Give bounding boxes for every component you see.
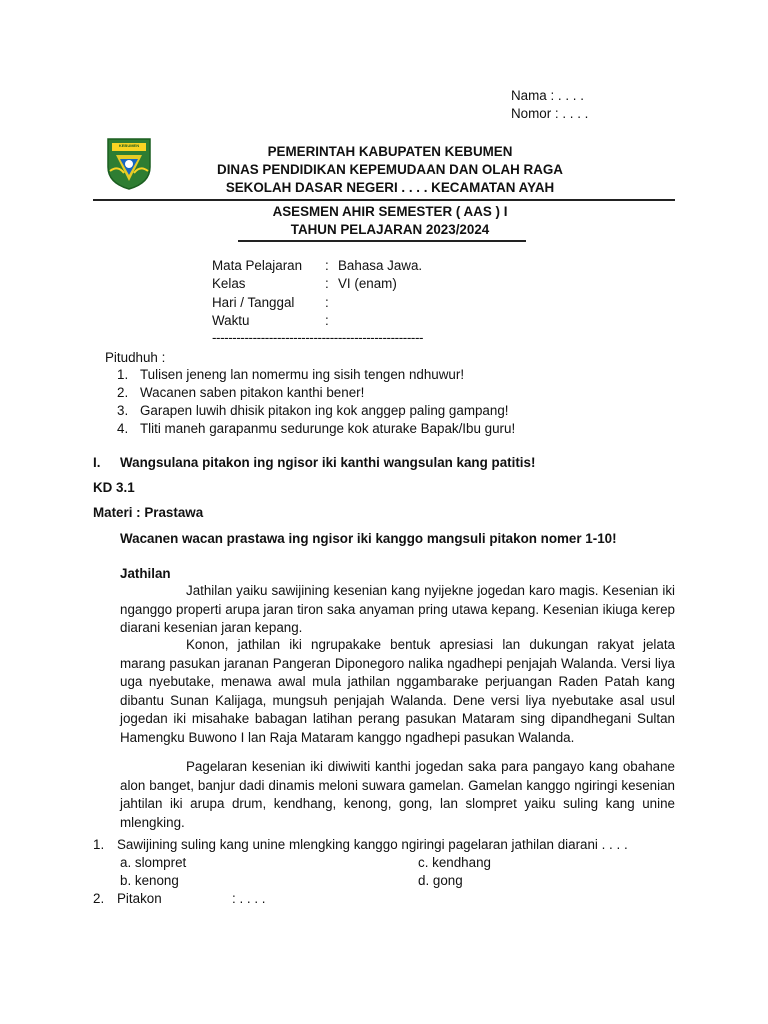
- question-text: Sawijining suling kang unine mlengking kanggo ngiringi pagelaran jathilan diarani . . . .: [117, 837, 628, 852]
- instructions-title: Pitudhuh :: [105, 350, 166, 365]
- exam-title-underline: [238, 240, 526, 242]
- info-subject-label: Mata Pelajaran: [212, 258, 303, 273]
- question-option: d. gong: [418, 873, 463, 888]
- question-number: 2.: [93, 891, 105, 906]
- section-number: I.: [93, 455, 101, 470]
- reading-paragraph: Jathilan yaiku sawijining kesenian kang nyijekne jogedan karo magis. Kesenian iki nganggo properti arupa jaran tiron saka anyaman pring utawa kepang. Kesenian ikiuga kerep diarani kesenian jaran kepang.: [120, 583, 675, 636]
- header-government: PEMERINTAH KABUPATEN KEBUMEN: [267, 144, 513, 159]
- info-class-label: Kelas: [212, 276, 246, 291]
- question-option: b. kenong: [120, 873, 179, 888]
- kd-label: KD 3.1: [93, 480, 135, 495]
- info-date-sep: :: [325, 295, 329, 310]
- section-heading: Wangsulana pitakon ing ngisor iki kanthi wangsulan kang patitis!: [120, 455, 536, 470]
- header-school: SEKOLAH DASAR NEGERI . . . . KECAMATAN AYAH: [225, 180, 555, 195]
- reading-paragraph: Konon, jathilan iki ngrupakake bentuk apresiasi lan dukungan rakyat jelata marang pasukan jaranan Pangeran Diponegoro nalika ngadhepi penjajah Walanda. Versi liya uga nyebutake, menawa awal mula jathilan nggambarake perjuangan Raden Patah kang dibantu Sunan Kalijaga, mungsuh penjajah Walanda. Dene versi liya nyebutake asal usul jogedan iki misahake babagan latihan perang pasukan Mataram sing dipandhegani Sultan Hamengku Buwono I lan Raja Mataram kanggo ngadhepi pasukan Walanda.: [120, 637, 675, 745]
- reading-paragraph: Pagelaran kesenian iki diwiwiti kanthi jogedan saka para pangayo kang obahane alon banget, banjur dadi dinamis meloni suwara gamelan. Gamelan kanggo ngiringi kesenian jahtilan iki arupa drum, kendhang, kenong, gong, lan slompret yaiku suling kang unine mlengking.: [120, 759, 675, 830]
- info-time-sep: :: [325, 313, 329, 328]
- instruction-number: 4.: [117, 421, 129, 436]
- instruction-item: Tliti maneh garapanmu sedurunge kok aturake Bapak/Ibu guru!: [140, 421, 516, 436]
- info-class-sep: :: [325, 276, 329, 291]
- header-department: DINAS PENDIDIKAN KEPEMUDAAN DAN OLAH RAGA: [217, 162, 563, 177]
- info-class-value: VI (enam): [338, 276, 397, 291]
- instruction-item: Garapen luwih dhisik pitakon ing kok anggep paling gampang!: [140, 403, 509, 418]
- instruction-item: Wacanen saben pitakon kanthi bener!: [140, 385, 365, 400]
- info-time-label: Waktu: [212, 313, 250, 328]
- info-date-label: Hari / Tanggal: [212, 295, 295, 310]
- reading-instruction: Wacanen wacan prastawa ing ngisor iki kanggo mangsuli pitakon nomer 1-10!: [120, 531, 617, 546]
- reading-title: Jathilan: [120, 566, 171, 581]
- question-number: 1.: [93, 837, 105, 852]
- logo-lettering: KEBUMEN: [118, 143, 140, 148]
- instruction-item: Tulisen jeneng lan nomermu ing sisih tengen ndhuwur!: [140, 367, 465, 382]
- materi-label: Materi : Prastawa: [93, 505, 204, 520]
- question-text: : . . . .: [232, 891, 266, 906]
- question-label: Pitakon: [117, 891, 162, 906]
- exam-title: ASESMEN AHIR SEMESTER ( AAS ) I: [272, 204, 508, 219]
- exam-year: TAHUN PELAJARAN 2023/2024: [290, 222, 490, 237]
- info-subject-value: Bahasa Jawa.: [338, 258, 423, 273]
- question-option: a. slompret: [120, 855, 187, 870]
- instruction-number: 1.: [117, 367, 129, 382]
- info-divider: ----------------------------------------------------: [212, 330, 424, 345]
- number-field-label: Nomor : . . . .: [511, 106, 589, 121]
- header-divider: [93, 199, 675, 201]
- instruction-number: 2.: [117, 385, 129, 400]
- info-subject-sep: :: [325, 258, 329, 273]
- question-option: c. kendhang: [418, 855, 491, 870]
- name-field-label: Nama : . . . .: [511, 88, 584, 103]
- instruction-number: 3.: [117, 403, 129, 418]
